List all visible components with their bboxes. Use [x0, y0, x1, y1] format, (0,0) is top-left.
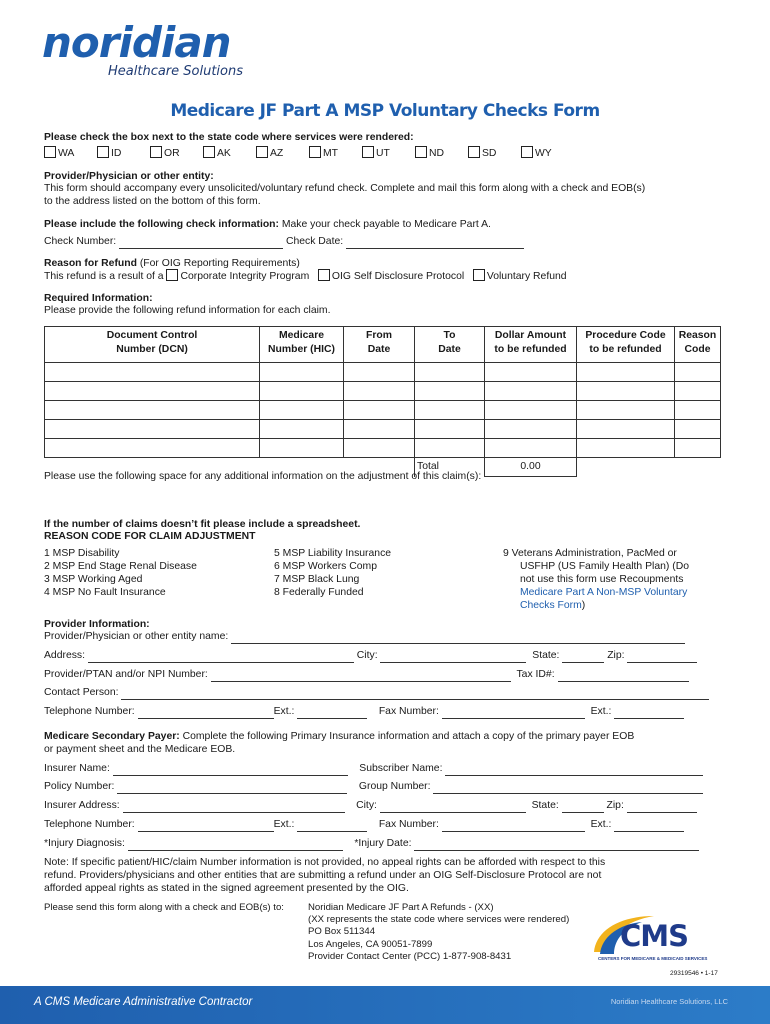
reason-codes-col2	[274, 547, 391, 599]
provider-address-row	[44, 649, 697, 663]
state-checkbox[interactable]	[97, 146, 109, 158]
city-label: City:	[356, 650, 378, 661]
table-cell[interactable]	[577, 363, 675, 382]
policy-number-label: Policy Number:	[44, 781, 115, 792]
reason-code-9-line3: not use this form use Recoupments	[520, 574, 684, 585]
secondary-heading-bold: Medicare Secondary Payer:	[44, 731, 180, 742]
table-cell[interactable]	[260, 401, 344, 420]
claims-table	[44, 326, 721, 477]
ext-field[interactable]	[297, 708, 367, 719]
header-hic: Medicare Number (HIC)	[260, 327, 344, 363]
header-dcn: Document Control Number (DCN)	[45, 327, 260, 363]
state-label: WY	[535, 148, 552, 159]
table-cell[interactable]	[675, 420, 721, 439]
insurer-zip-field[interactable]	[627, 802, 697, 813]
injury-diagnosis-field[interactable]	[128, 840, 343, 851]
table-cell[interactable]	[415, 382, 485, 401]
insurer-state-label: State:	[531, 800, 559, 811]
address-label: Address:	[44, 650, 86, 661]
insurer-phone-row	[44, 818, 684, 832]
state-option	[309, 146, 362, 161]
contact-row	[44, 686, 709, 700]
state-label: ND	[429, 148, 445, 159]
table-cell[interactable]	[415, 363, 485, 382]
insurer-address-label: Insurer Address:	[44, 800, 120, 811]
footer-left-text: A CMS Medicare Administrative Contractor	[34, 996, 253, 1008]
check-date-label: Check Date:	[285, 236, 344, 247]
policy-number-field[interactable]	[117, 783, 347, 794]
state-option	[468, 146, 521, 161]
voluntary-refund-checkbox[interactable]	[473, 269, 485, 281]
logo-tagline: Healthcare Solutions	[108, 64, 244, 79]
reason-code-3: 3 MSP Working Aged	[44, 574, 143, 585]
corporate-integrity-label: Corporate Integrity Program	[180, 271, 310, 282]
table-cell[interactable]	[485, 382, 577, 401]
insurer-phone-label: Telephone Number:	[44, 819, 135, 830]
fax-ext-label: Ext.:	[590, 706, 612, 717]
contact-field[interactable]	[121, 689, 709, 700]
insurer-city-field[interactable]	[380, 802, 526, 813]
state-option	[362, 146, 415, 161]
reason-code-8: 8 Federally Funded	[274, 587, 364, 598]
state-label: AK	[217, 148, 231, 159]
table-cell[interactable]	[577, 382, 675, 401]
injury-date-label: *Injury Date:	[354, 838, 412, 849]
table-cell[interactable]	[45, 382, 260, 401]
reason-code-9-line5: Checks Form)	[520, 600, 586, 611]
checks-form-link[interactable]: Checks Form	[520, 600, 582, 611]
reason-code-7: 7 MSP Black Lung	[274, 574, 360, 585]
table-cell[interactable]	[344, 439, 415, 458]
table-cell[interactable]	[260, 363, 344, 382]
provider-info-heading: Provider Information:	[44, 619, 150, 630]
group-number-field[interactable]	[433, 783, 703, 794]
table-row	[45, 401, 721, 420]
insurer-fax-field[interactable]	[442, 821, 585, 832]
table-row	[45, 382, 721, 401]
contact-label: Contact Person:	[44, 687, 119, 698]
state-label: State:	[532, 650, 560, 661]
check-number-label: Check Number:	[44, 236, 117, 247]
reason-code-4: 4 MSP No Fault Insurance	[44, 587, 166, 598]
zip-label: Zip:	[607, 650, 625, 661]
state-checkbox[interactable]	[44, 146, 56, 158]
insurer-zip-label: Zip:	[606, 800, 624, 811]
cms-wordmark: CMS	[620, 919, 689, 953]
table-cell[interactable]	[415, 420, 485, 439]
refund-options	[44, 269, 567, 284]
table-cell[interactable]	[675, 363, 721, 382]
ptan-row	[44, 668, 689, 682]
state-option	[415, 146, 468, 161]
injury-row	[44, 837, 699, 851]
provider-instructions-2: to the address listed on the bottom of this form.	[44, 196, 261, 207]
header-to-date: To Date	[415, 327, 485, 363]
city-field[interactable]	[380, 652, 526, 663]
insurer-address-field[interactable]	[123, 802, 345, 813]
table-cell[interactable]	[344, 420, 415, 439]
table-row	[45, 363, 721, 382]
table-cell[interactable]	[45, 420, 260, 439]
reason-heading-bold: Reason for Refund	[44, 258, 137, 269]
table-cell[interactable]	[415, 401, 485, 420]
provider-heading: Provider/Physician or other entity:	[44, 171, 214, 182]
taxid-field[interactable]	[558, 671, 689, 682]
reason-code-9-line2: USFHP (US Family Health Plan) (Do	[520, 561, 689, 572]
state-label: MT	[323, 148, 339, 159]
state-checkbox[interactable]	[150, 146, 162, 158]
provider-phone-row	[44, 705, 684, 719]
insurer-ext-field[interactable]	[297, 821, 367, 832]
reason-heading-text: (For OIG Reporting Requirements)	[136, 258, 300, 269]
reason-code-9-line1: 9 Veterans Administration, PacMed or	[503, 548, 677, 559]
table-cell[interactable]	[675, 439, 721, 458]
header-reason-code: Reason Code	[675, 327, 721, 363]
subscriber-name-label: Subscriber Name:	[359, 763, 443, 774]
note-line-1: Note: If specific patient/HIC/claim Number information is not provided, no appeal rights can be afforded with respect to this	[44, 857, 606, 868]
noridian-logo: noridian	[42, 18, 231, 67]
table-row	[45, 420, 721, 439]
insurer-phone-field[interactable]	[138, 821, 274, 832]
injury-date-field[interactable]	[414, 840, 699, 851]
table-cell[interactable]	[45, 401, 260, 420]
state-checkboxes	[44, 146, 574, 161]
state-checkbox[interactable]	[309, 146, 321, 158]
state-option	[97, 146, 150, 161]
insurer-fax-ext-label: Ext.:	[590, 819, 612, 830]
state-label: AZ	[270, 148, 284, 159]
table-header-row	[45, 327, 721, 363]
non-msp-voluntary-link[interactable]: Medicare Part A Non-MSP Voluntary	[520, 587, 688, 598]
table-cell[interactable]	[344, 382, 415, 401]
address-line-4: Los Angeles, CA 90051-7899	[308, 938, 433, 950]
table-cell[interactable]	[577, 401, 675, 420]
reason-code-1: 1 MSP Disability	[44, 548, 120, 559]
state-label: SD	[482, 148, 497, 159]
total-label: Total	[415, 458, 485, 477]
reason-codes-col1	[44, 547, 197, 599]
table-cell[interactable]	[485, 420, 577, 439]
table-cell[interactable]	[260, 439, 344, 458]
zip-field[interactable]	[627, 652, 697, 663]
state-option	[521, 146, 574, 161]
refund-result-label: This refund is a result of a	[44, 271, 164, 282]
phone-label: Telephone Number:	[44, 706, 135, 717]
mailing-address	[308, 902, 569, 963]
table-cell[interactable]	[675, 382, 721, 401]
total-spacer-right	[577, 458, 721, 477]
state-prompt: Please check the box next to the state code where services were rendered:	[44, 132, 414, 143]
address-line-5: Provider Contact Center (PCC) 1-877-908-8431	[308, 950, 512, 962]
table-cell[interactable]	[577, 439, 675, 458]
secondary-heading	[44, 730, 634, 744]
reason-code-9	[503, 547, 689, 612]
ext-label: Ext.:	[273, 706, 295, 717]
table-cell[interactable]	[344, 363, 415, 382]
required-heading: Required Information:	[44, 293, 153, 304]
spreadsheet-note: If the number of claims doesn’t fit please include a spreadsheet.	[44, 519, 361, 530]
header-from-date: From Date	[344, 327, 415, 363]
check-date-field[interactable]	[346, 238, 524, 249]
corporate-integrity-checkbox[interactable]	[166, 269, 178, 281]
table-cell[interactable]	[485, 363, 577, 382]
footer-right-text: Noridian Healthcare Solutions, LLC	[610, 997, 728, 1006]
state-label: ID	[111, 148, 122, 159]
required-text: Please provide the following refund information for each claim.	[44, 305, 331, 316]
voluntary-refund-label: Voluntary Refund	[486, 271, 567, 282]
address-field[interactable]	[88, 652, 354, 663]
state-checkbox[interactable]	[256, 146, 268, 158]
form-id: 29319546 • 1-17	[670, 970, 718, 977]
send-label: Please send this form along with a check and EOB(s) to:	[44, 902, 284, 913]
subscriber-name-field[interactable]	[445, 765, 703, 776]
table-cell[interactable]	[485, 401, 577, 420]
state-option	[256, 146, 309, 161]
insurer-fax-label: Fax Number:	[378, 819, 439, 830]
insurer-address-row	[44, 799, 697, 813]
insurer-name-row	[44, 762, 703, 776]
fax-ext-field[interactable]	[614, 708, 684, 719]
table-row	[45, 439, 721, 458]
state-option	[150, 146, 203, 161]
insurer-ext-label: Ext.:	[273, 819, 295, 830]
insurer-city-label: City:	[356, 800, 377, 811]
note-line-2: refund. Providers/physicians and other entities that are submitting a refund under an OIG Self-Disclosure Protocol are not	[44, 870, 602, 881]
fax-field[interactable]	[442, 708, 585, 719]
state-option	[44, 146, 97, 161]
address-line-2: (XX represents the state code where services were rendered)	[308, 914, 570, 926]
state-label: OR	[164, 148, 180, 159]
check-number-field[interactable]	[119, 238, 283, 249]
additional-info-prompt: Please use the following space for any additional information on the adjustment of this claim(s):	[44, 471, 482, 482]
fax-label: Fax Number:	[378, 706, 439, 717]
table-cell[interactable]	[260, 420, 344, 439]
footer-bar	[0, 986, 770, 1024]
group-number-label: Group Number:	[358, 781, 431, 792]
cms-subtitle: CENTERS FOR MEDICARE & MEDICAID SERVICES	[598, 956, 708, 961]
state-checkbox[interactable]	[521, 146, 533, 158]
header-dollar-amount: Dollar Amount to be refunded	[485, 327, 577, 363]
total-value: 0.00	[485, 458, 577, 477]
check-info-bold: Please include the following check information:	[44, 219, 279, 230]
policy-row	[44, 780, 703, 794]
insurer-state-field[interactable]	[562, 802, 604, 813]
secondary-heading-text: Complete the following Primary Insurance information and attach a copy of the primary payer EOB	[179, 731, 635, 742]
reason-code-5: 5 MSP Liability Insurance	[274, 548, 392, 559]
table-cell[interactable]	[344, 401, 415, 420]
state-checkbox[interactable]	[415, 146, 427, 158]
insurer-fax-ext-field[interactable]	[614, 821, 684, 832]
state-checkbox[interactable]	[468, 146, 480, 158]
state-checkbox[interactable]	[203, 146, 215, 158]
state-checkbox[interactable]	[362, 146, 374, 158]
header-procedure-code: Procedure Code to be refunded	[577, 327, 675, 363]
state-label: WA	[58, 148, 75, 159]
provider-name-label: Provider/Physician or other entity name:	[44, 631, 229, 642]
oig-self-disclosure-checkbox[interactable]	[318, 269, 330, 281]
provider-instructions-1: This form should accompany every unsolicited/voluntary refund check. Complete and mail this form along with a check and EOB(s)	[44, 183, 646, 194]
check-info	[44, 218, 491, 232]
provider-name-field[interactable]	[231, 633, 685, 644]
form-title: Medicare JF Part A MSP Voluntary Checks Form	[170, 101, 600, 121]
state-field[interactable]	[562, 652, 604, 663]
oig-self-disclosure-label: OIG Self Disclosure Protocol	[331, 271, 465, 282]
table-cell[interactable]	[415, 439, 485, 458]
ptan-label: Provider/PTAN and/or NPI Number:	[44, 669, 208, 680]
reason-code-2: 2 MSP End Stage Renal Disease	[44, 561, 197, 572]
address-line-1: Noridian Medicare JF Part A Refunds - (XX)	[308, 902, 494, 913]
reason-code-6: 6 MSP Workers Comp	[274, 561, 377, 572]
address-line-3: PO Box 511344	[308, 926, 376, 938]
reason-codes-heading: REASON CODE FOR CLAIM ADJUSTMENT	[44, 531, 256, 542]
table-cell[interactable]	[577, 420, 675, 439]
ptan-field[interactable]	[211, 671, 511, 682]
secondary-heading-2: or payment sheet and the Medicare EOB.	[44, 744, 236, 755]
state-option	[203, 146, 256, 161]
check-fields	[44, 235, 524, 249]
phone-field[interactable]	[138, 708, 274, 719]
table-cell[interactable]	[45, 363, 260, 382]
injury-diagnosis-label: *Injury Diagnosis:	[44, 838, 125, 849]
note-line-3: afforded appeal rights as stated in the signed agreement presented by the OIG.	[44, 883, 409, 894]
state-label: UT	[376, 148, 390, 159]
table-cell[interactable]	[485, 439, 577, 458]
check-info-text: Make your check payable to Medicare Part A.	[278, 219, 491, 230]
table-cell[interactable]	[260, 382, 344, 401]
insurer-name-label: Insurer Name:	[44, 763, 110, 774]
taxid-label: Tax ID#:	[516, 669, 555, 680]
insurer-name-field[interactable]	[113, 765, 348, 776]
provider-name-row	[44, 630, 685, 644]
table-cell[interactable]	[45, 439, 260, 458]
cms-logo	[590, 912, 720, 964]
table-cell[interactable]	[675, 401, 721, 420]
